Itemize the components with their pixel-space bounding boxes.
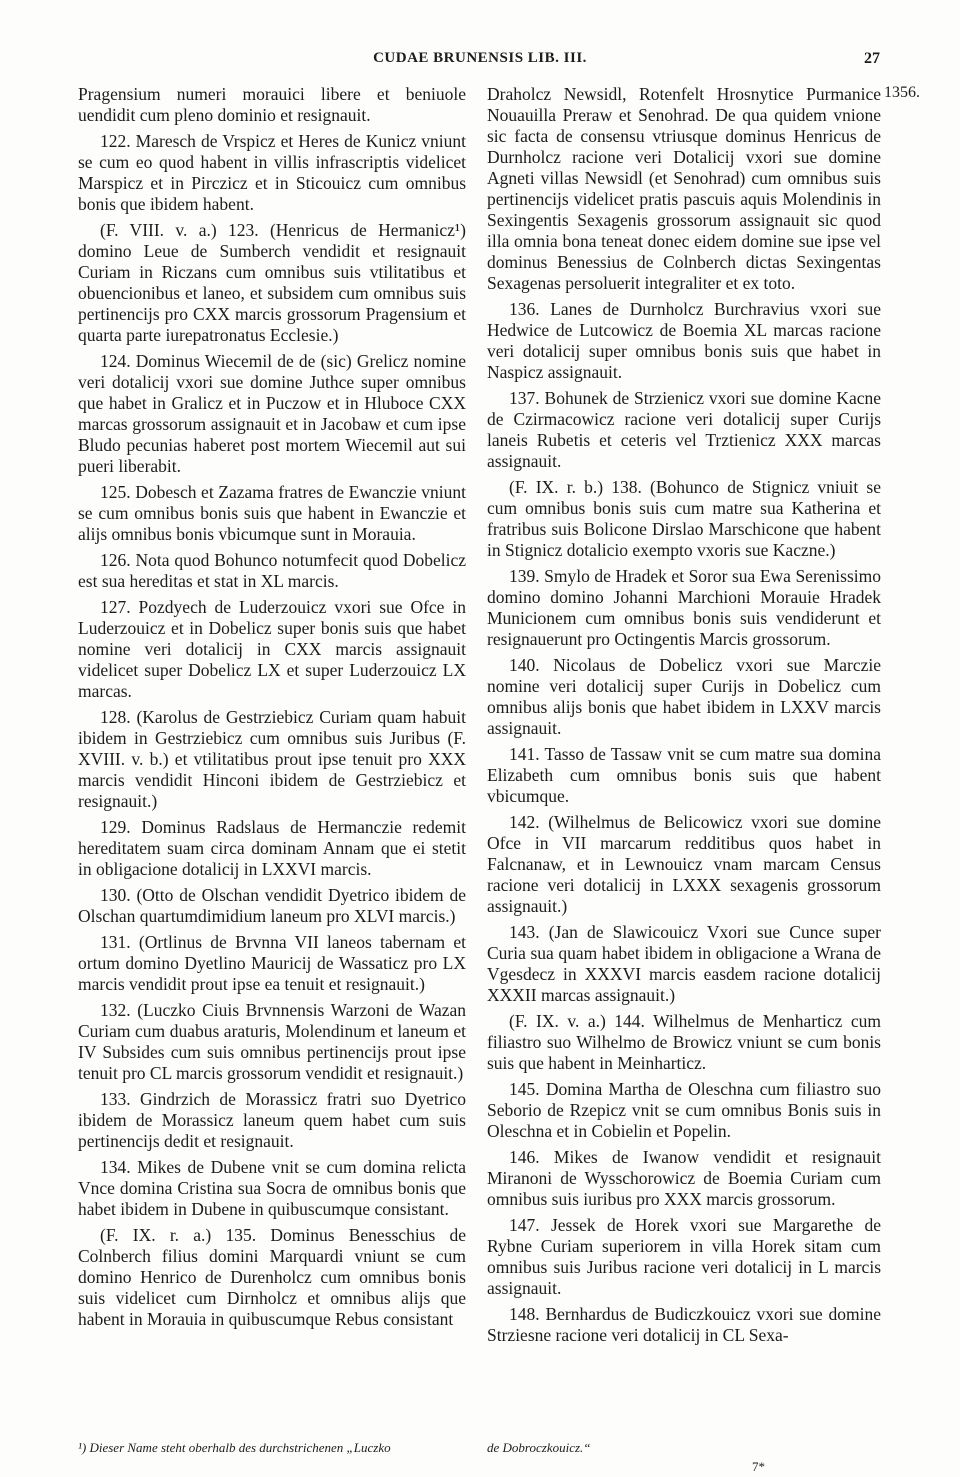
paragraph: 136. Lanes de Durnholcz Burchravius vxori sue Hedwice de Lutcowicz de Boemia XL marcas racione veri dotalicij super omnibus bonis suis que habet in Naspicz assignauit.	[487, 299, 881, 382]
paragraph: 128. (Karolus de Gestrziebicz Curiam quam habuit ibidem in Gestrziebicz cum omnibus suis Juribus (F. XVIII. v. b.) et vtilitatibus prout ipse tenuit pro XXX marcis vendidit Hinconi ibidem de Gestrziebicz et resignauit.)	[78, 707, 466, 811]
paragraph: 126. Nota quod Bohunco notumfecit quod Dobelicz est sua hereditas et stat in XL marcis.	[78, 550, 466, 591]
left-column	[78, 84, 466, 1335]
paragraph: 130. (Otto de Olschan vendidit Dyetrico ibidem de Olschan quartumdimidium laneum pro XLVI marcis.)	[78, 885, 466, 926]
paragraph: 134. Mikes de Dubene vnit se cum domina relicta Vnce domina Cristina sua Socra de omnibus bonis que habet ibidem in Dubene in quibuscumque consistant.	[78, 1157, 466, 1219]
paragraph: (F. IX. r. b.) 138. (Bohunco de Stignicz vniuit se cum omnibus bonis suis cum matre sua Katherina et fratribus suis Bolicone Dirslao Marschicone que habent in Stignicz dotalicio exempto vxoris sue Kaczne.)	[487, 477, 881, 560]
paragraph: 143. (Jan de Slawicouicz Vxori sue Cunce super Curia sua quam habet ibidem in obligacione a Wrana de Vgesdecz in XXXVI marcis easdem racione dotalicij XXXII marcas assignauit.)	[487, 922, 881, 1005]
paragraph: (F. VIII. v. a.) 123. (Henricus de Hermanicz¹) domino Leue de Sumberch vendidit et resignauit Curiam in Riczans cum omnibus suis vtilitatibus et obuencionibus et laneo, et subsidem cum omnibus suis pertinencijs pro CXX marcis grossorum Pragensium et quarta parte iurepatronatus Ecclesie.)	[78, 220, 466, 345]
signature-mark: 7*	[752, 1459, 765, 1474]
paragraph: 147. Jessek de Horek vxori sue Margarethe de Rybne Curiam superiorem in villa Horek sitam cum omnibus suis Juribus racione veri dotalicij in L marcis assignauit.	[487, 1215, 881, 1298]
paragraph: 139. Smylo de Hradek et Soror sua Ewa Serenissimo domino domino Johanni Marchioni Morauie Hradek Municionem cum omnibus bonis suis vendiderunt et resignauerunt pro Octingentis Marcis grossorum.	[487, 566, 881, 649]
paragraph: 122. Maresch de Vrspicz et Heres de Kunicz vniunt se cum eo quod habent in villis infrascriptis videlicet Marspicz et in Pirczicz et in Sticouicz cum omnibus bonis que ibidem habent.	[78, 131, 466, 214]
paragraph: 125. Dobesch et Zazama fratres de Ewanczie vniunt se cum omnibus bonis suis que habent in Ewanczie et alijs omnibus bonis vbicumque sunt in Morauia.	[78, 482, 466, 544]
paragraph: (F. IX. r. a.) 135. Dominus Benesschius de Colnberch filius domini Marquardi vniunt se cum domino Henrico de Durenholcz cum omnibus bonis suis videlicet cum Dirnholcz et omnibus alijs que habent in Morauia in quibuscumque Rebus consistant	[78, 1225, 466, 1329]
paragraph: 145. Domina Martha de Oleschna cum filiastro suo Seborio de Rzepicz vnit se cum omnibus Bonis suis in Oleschna et in Cobielin et Popelin.	[487, 1079, 881, 1141]
page-header	[0, 50, 960, 74]
footnote-text: ¹) Dieser Name steht oberhalb des durchstrichenen „Luczko	[78, 1440, 391, 1455]
page-number: 27	[864, 50, 880, 67]
paragraph: 142. (Wilhelmus de Belicowicz vxori sue domine Ofce in VII marcarum redditibus quos habet in Falcnanaw, et in Lewnouicz vnam marcam Census racione veri dotalicij in LXXX sexagenis grossorum assignauit.)	[487, 812, 881, 916]
margin-year: 1356.	[884, 84, 920, 101]
paragraph: 132. (Luczko Ciuis Brvnnensis Warzoni de Wazan Curiam cum duabus araturis, Molendinum et laneum et IV Subsides cum suis omnibus pertinencijs prout ipse tenuit pro CL marcis grossorum vendidit et resignauit.)	[78, 1000, 466, 1083]
paragraph: 127. Pozdyech de Luderzouicz vxori sue Ofce in Luderzouicz et in Dobelicz super bonis suis que habet nomine veri dotalicij in CXX marcis assignauit videlicet super Dobelicz LX et super Luderzouicz LX marcas.	[78, 597, 466, 701]
paragraph: 146. Mikes de Iwanow vendidit et resignauit Miranoni de Wysschorowicz de Boemia Curiam cum omnibus suis iuribus pro XXX marcis grossorum.	[487, 1147, 881, 1209]
paragraph: 137. Bohunek de Strzienicz vxori sue domine Kacne de Czirmacowicz racione veri dotalicij super Curijs laneis Rubetis et ceteris vel Trztienicz XXX marcas assignauit.	[487, 388, 881, 471]
running-title: CUDAE BRUNENSIS LIB. III.	[373, 50, 587, 66]
paragraph: Draholcz Newsidl, Rotenfelt Hrosnytice Purmanice Nouauilla Preraw et Senohrad. De qua quidem vnione sic facta de consensu vtriusque dominus Henricus de Durnholcz racione veri Dotalicij vxori sue domine Agneti villas Newsidl (et Senohrad) cum omnibus suis pertinencijs videlicet pratis pascuis aquis Molendinis in Sexingentis Sexagenis grossorum assignauit sic quod illa omnia bona teneat donec eidem domine sue ipse vel dominus Benessius de Colnberch dictas Sexingentas Sexagenas persoluerit integraliter et ex toto.	[487, 84, 881, 293]
paragraph: Pragensium numeri morauici libere et beniuole uendidit cum pleno dominio et resignauit.	[78, 84, 466, 125]
footnote-continuation: de Dobroczkouicz.“	[487, 1440, 591, 1455]
paragraph: 140. Nicolaus de Dobelicz vxori sue Marczie nomine veri dotalicij super Curijs in Dobelicz cum omnibus alijs bonis que habet ibidem in LXXV marcis assignauit.	[487, 655, 881, 738]
paragraph: 129. Dominus Radslaus de Hermanczie redemit hereditatem suam circa dominam Annam que ei stetit in obligacione dotalicij in LXXVI marcis.	[78, 817, 466, 879]
paragraph: (F. IX. v. a.) 144. Wilhelmus de Menharticz cum filiastro suo Wilhelmo de Browicz vniunt se cum bonis suis que habent in Meinharticz.	[487, 1011, 881, 1073]
paragraph: 148. Bernhardus de Budiczkouicz vxori sue domine Strziesne racione veri dotalicij in CL Sexa-	[487, 1304, 881, 1345]
right-column	[487, 84, 881, 1351]
paragraph: 141. Tasso de Tassaw vnit se cum matre sua domina Elizabeth cum omnibus bonis suis que habent vbicumque.	[487, 744, 881, 806]
paragraph: 124. Dominus Wiecemil de de (sic) Grelicz nomine veri dotalicij vxori sue domine Juthce super omnibus que habet in Gralicz et in Puczow et in Hluboce CXX marcas grossorum assignauit et in Jacobaw et cum ipse Bludo pecunias haberet post mortem Wiecemil aut sui pueri liberabit.	[78, 351, 466, 476]
paragraph: 131. (Ortlinus de Brvnna VII laneos tabernam et ortum domino Dyetlino Mauricij de Wassaticz pro LX marcis vendidit prout ipse ea tenuit et resignauit.)	[78, 932, 466, 994]
paragraph: 133. Gindrzich de Morassicz fratri suo Dyetrico ibidem de Morassicz laneum quem habet cum suis pertinencijs dedit et resignauit.	[78, 1089, 466, 1151]
